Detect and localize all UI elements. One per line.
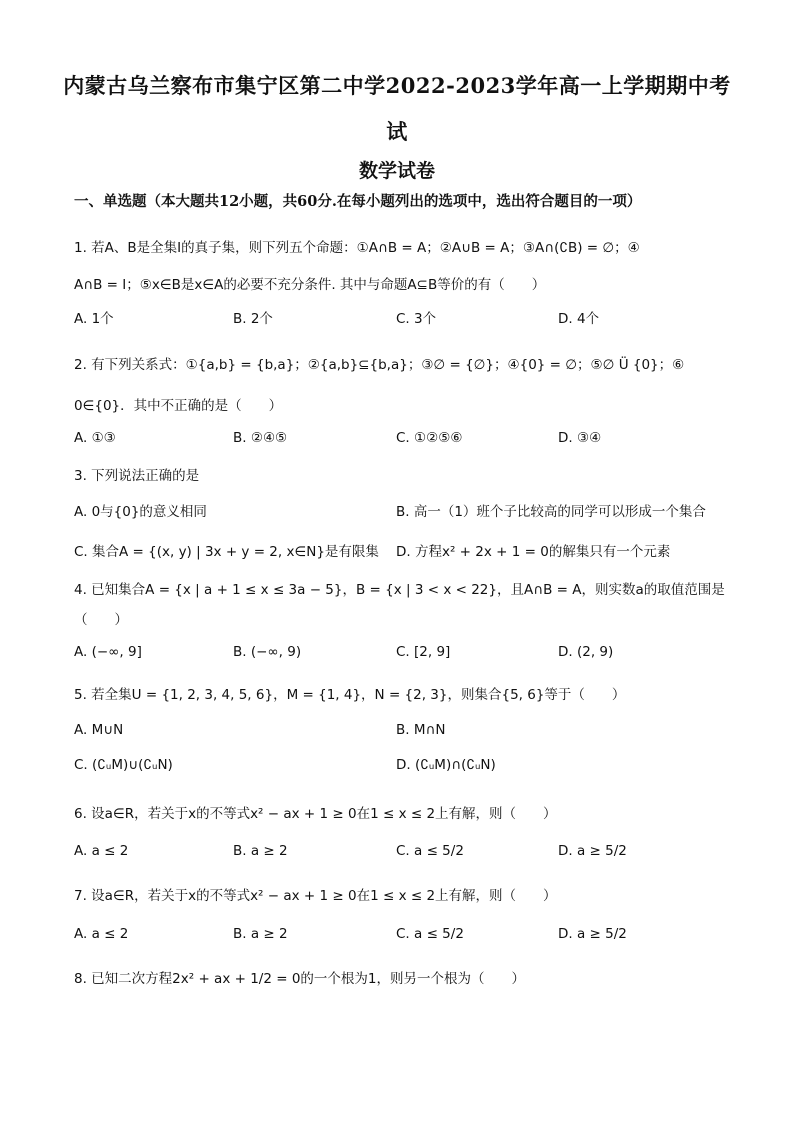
q3-option-c: C. 集合A = {(x, y) | 3x + y = 2, x∈N}是有限集 [74,544,379,560]
q6-option-a: A. a ≤ 2 [74,843,129,859]
q6-option-d: D. a ≥ 5/2 [558,843,627,859]
q5-option-b: B. M∩N [396,722,446,738]
q7-option-d: D. a ≥ 5/2 [558,926,627,942]
q2-option-b: B. ②④⑤ [233,430,288,446]
q4-option-c: C. [2, 9] [396,644,451,660]
q3-option-d: D. 方程x² + 2x + 1 = 0的解集只有一个元素 [396,544,671,560]
q4-stem-line1: 4. 已知集合A = {x | a + 1 ≤ x ≤ 3a − 5}，B = {x | 3 < x < 22}，且A∩B = A，则实数a的取值范围是 [74,582,725,598]
q5-option-c: C. (∁ᵤM)∪(∁ᵤN) [74,757,173,773]
exam-subtitle: 数学试卷 [358,160,435,182]
q3-stem: 3. 下列说法正确的是 [74,468,200,484]
q6-option-b: B. a ≥ 2 [233,843,288,859]
q2-option-a: A. ①③ [74,430,116,446]
q1-option-a: A. 1个 [74,311,114,327]
q7-stem: 7. 设a∈R，若关于x的不等式x² − ax + 1 ≥ 0在1 ≤ x ≤ 2上有解，则（ ） [74,888,557,904]
q4-option-d: D. (2, 9) [558,644,614,660]
q5-stem: 5. 若全集U = {1, 2, 3, 4, 5, 6}，M = {1, 4}，N = {2, 3}，则集合{5, 6}等于（ ） [74,687,626,703]
q1-option-d: D. 4个 [558,311,600,327]
q2-option-c: C. ①②⑤⑥ [396,430,463,446]
q2-stem-line1: 2. 有下列关系式：①{a,b} = {b,a}；②{a,b}⊆{b,a}；③∅ = {∅}；④{0} = ∅；⑤∅ Ü {0}；⑥ [74,357,685,373]
q1-stem-line2: A∩B = I；⑤x∈B是x∈A的必要不充分条件. 其中与命题A⊆B等价的有（ ） [74,277,546,293]
q8-stem: 8. 已知二次方程2x² + ax + 1/2 = 0的一个根为1，则另一个根为（ ） [74,971,526,987]
q1-option-b: B. 2个 [233,311,273,327]
q7-option-c: C. a ≤ 5/2 [396,926,464,942]
q2-option-d: D. ③④ [558,430,602,446]
page-title-line2: 试 [386,119,408,144]
q1-option-c: C. 3个 [396,311,437,327]
q4-option-b: B. (−∞, 9) [233,644,302,660]
q6-option-c: C. a ≤ 5/2 [396,843,464,859]
q6-stem: 6. 设a∈R，若关于x的不等式x² − ax + 1 ≥ 0在1 ≤ x ≤ 2上有解，则（ ） [74,806,557,822]
q5-option-a: A. M∪N [74,722,124,738]
q4-option-a: A. (−∞, 9] [74,644,142,660]
q3-option-b: B. 高一（1）班个子比较高的同学可以形成一个集合 [396,504,706,520]
q7-option-a: A. a ≤ 2 [74,926,129,942]
q4-stem-line2: （ ） [74,612,128,628]
q7-option-b: B. a ≥ 2 [233,926,288,942]
page-title-line1: 内蒙古乌兰察布市集宁区第二中学2022-2023学年高一上学期期中考 [63,73,731,98]
section-heading: 一、单选题（本大题共12小题，共60分.在每小题列出的选项中，选出符合题目的一项） [74,193,642,210]
q3-option-a: A. 0与{0}的意义相同 [74,504,207,520]
q2-stem-line2: 0∈{0}．其中不正确的是（ ） [74,398,283,414]
q1-stem-line1: 1. 若A、B是全集I的真子集，则下列五个命题：①A∩B = A；②A∪B = A；③A∩(∁B) = ∅；④ [74,240,640,256]
q5-option-d: D. (∁ᵤM)∩(∁ᵤN) [396,757,496,773]
